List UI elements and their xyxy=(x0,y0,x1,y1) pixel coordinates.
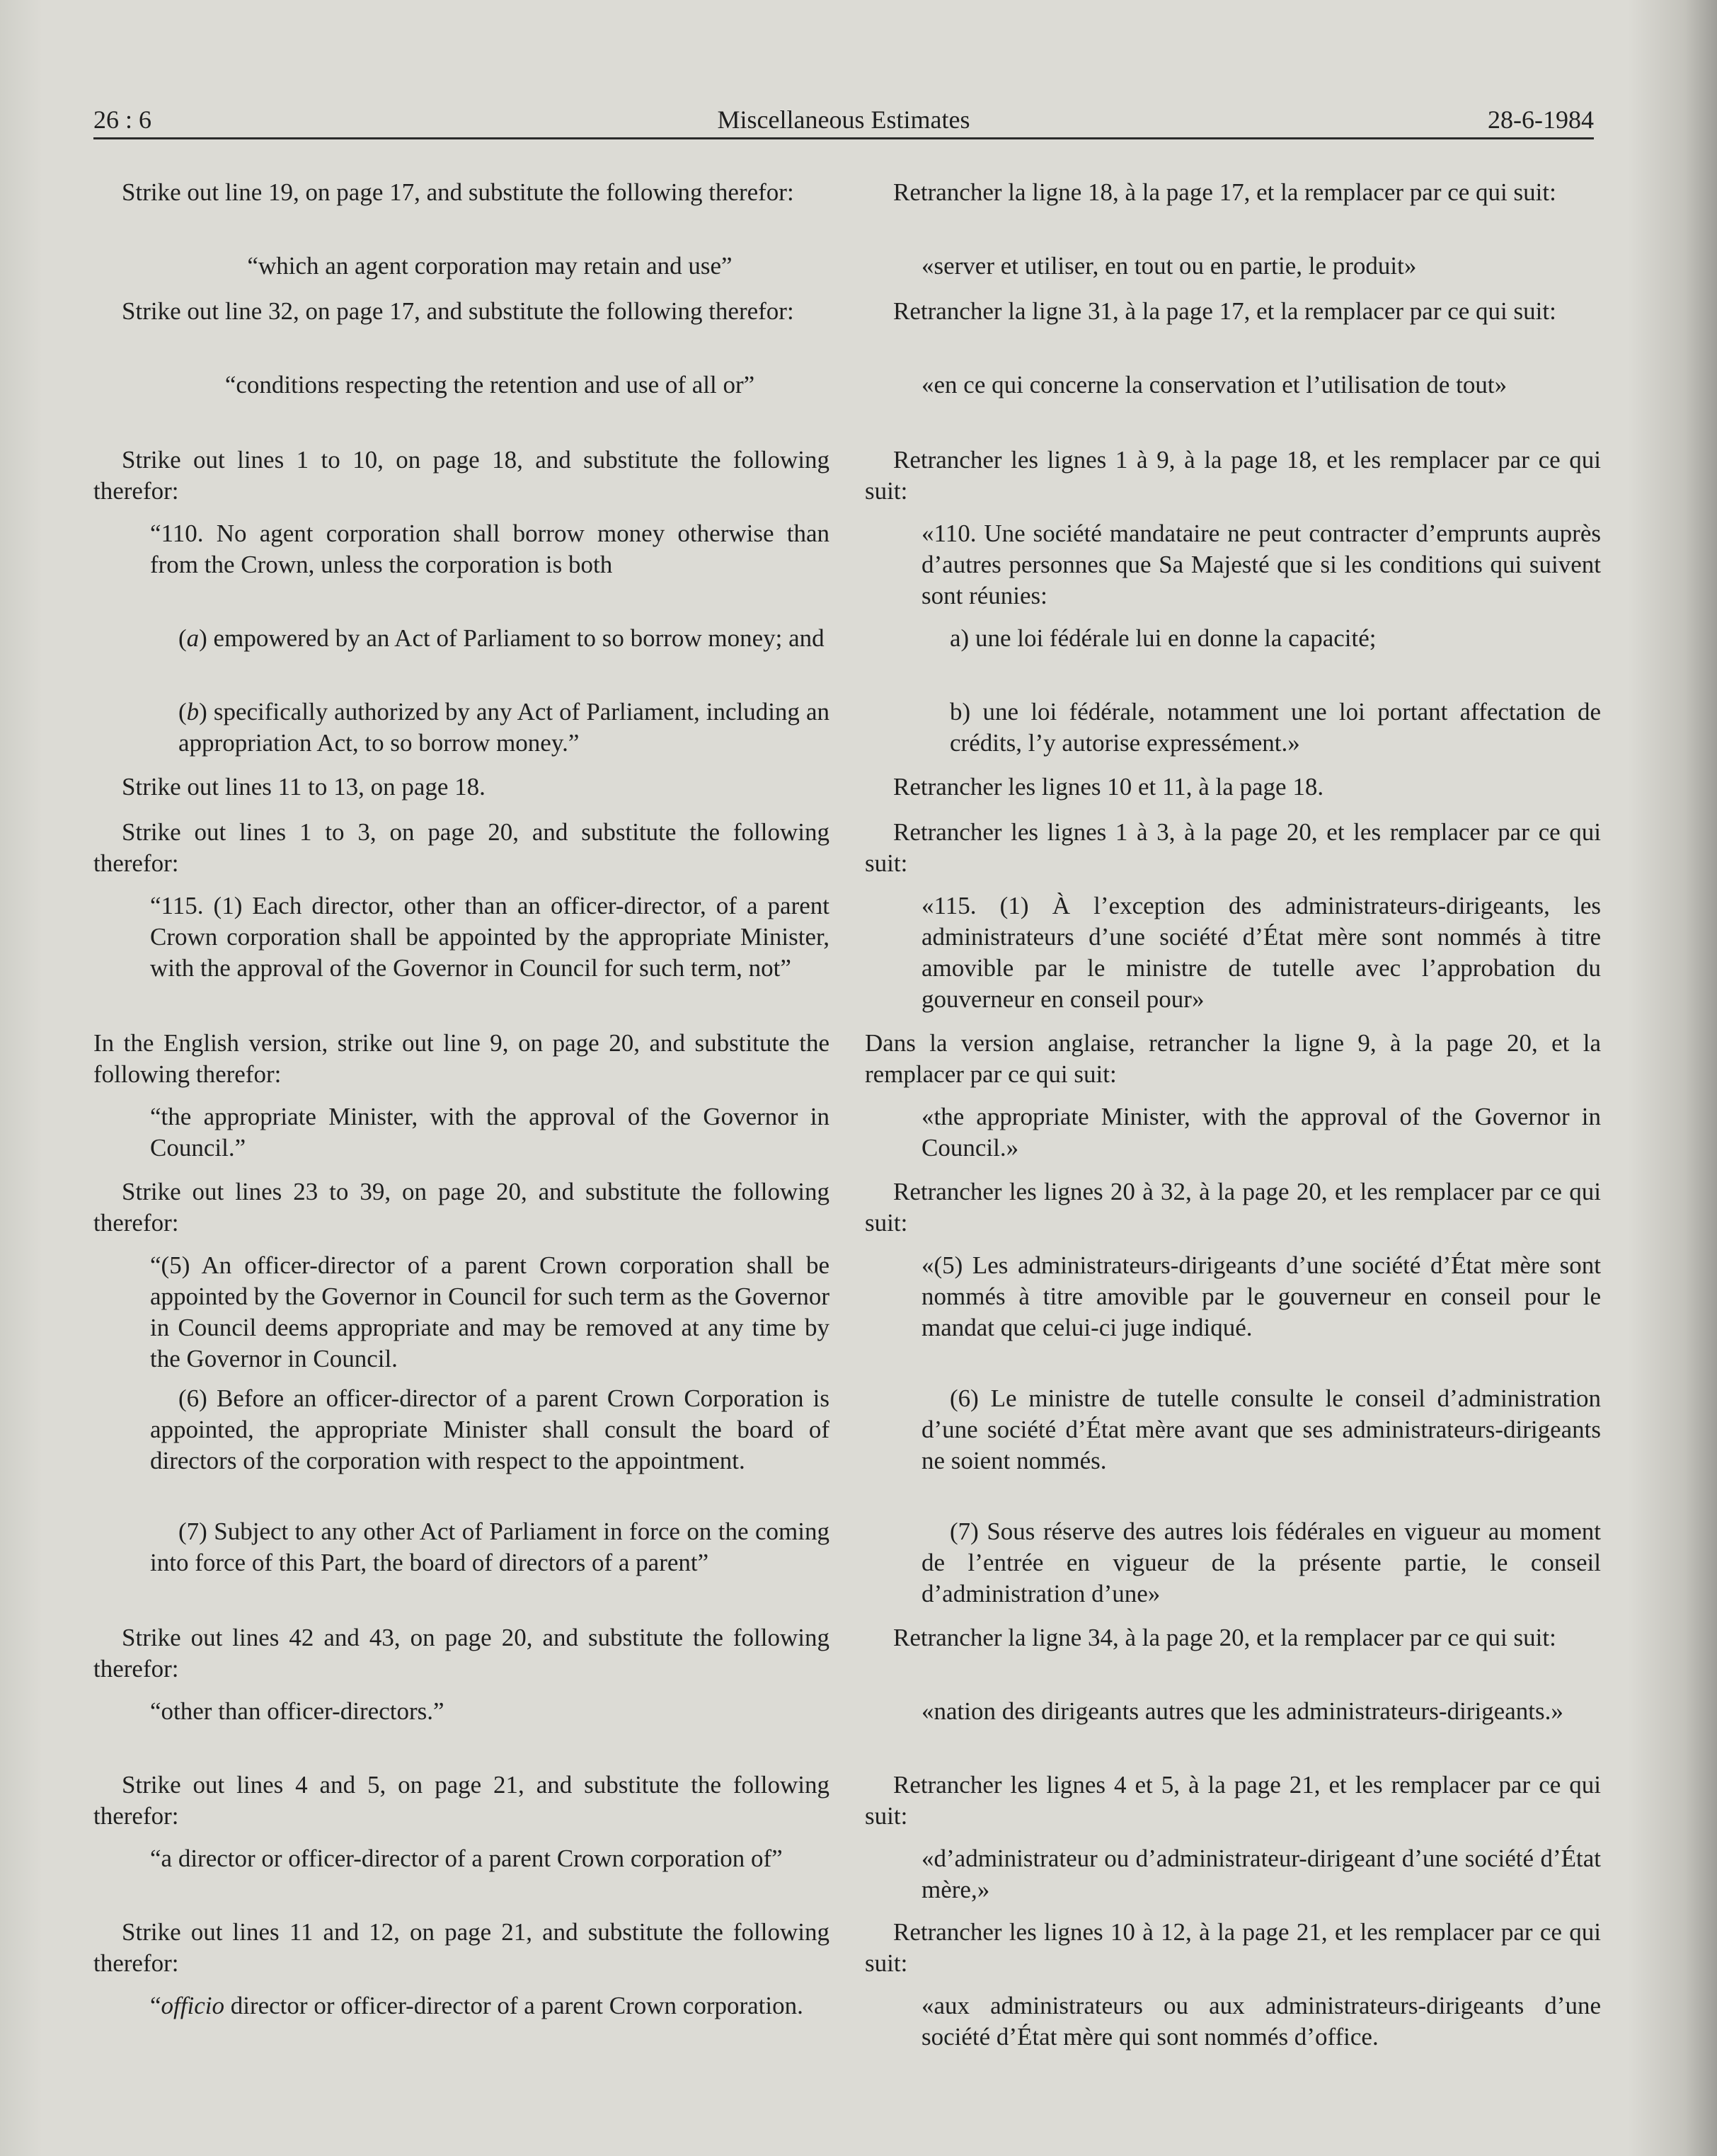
paragraph-label: b xyxy=(186,698,200,726)
amendment-text: (6) Before an officer-director of a parent Crown Corporation is appointed, the appropriate Minister shall consult the board of directors of the corporation with respect to the appointment. xyxy=(150,1384,829,1474)
amendment-text: (7) Subject to any other Act of Parliament in force on the coming into force of this Part, the board of directors of a parent” xyxy=(150,1518,829,1576)
amendment-instruction: Retrancher les lignes 1 à 9, à la page 18, et les remplacer par ce qui suit: xyxy=(865,446,1601,505)
amendment-text: (6) Le ministre de tutelle consulte le conseil d’administration d’une société d’État mère avant que ses administrateurs-dirigeants ne soient nommés. xyxy=(921,1384,1601,1474)
amendment-text: «110. Une société mandataire ne peut contracter d’emprunts auprès d’autres personnes que Sa Majesté que si les conditions qui suivent sont réunies: xyxy=(921,520,1601,609)
amendment-instruction: Strike out lines 11 and 12, on page 21, and substitute the following therefor: xyxy=(93,1918,829,1977)
amendment-text: “other than officer-directors.” xyxy=(150,1697,444,1725)
amendment-instruction: Retrancher les lignes 10 à 12, à la page 21, et les remplacer par ce qui suit: xyxy=(865,1918,1601,1977)
amendment-text: “officio director or officer-director of a parent Crown corporation. xyxy=(150,1992,803,2019)
amendment-instruction: Strike out lines 1 to 3, on page 20, and substitute the following therefor: xyxy=(93,818,829,877)
amendment-instruction: Retrancher les lignes 20 à 32, à la page 20, et les remplacer par ce qui suit: xyxy=(865,1178,1601,1237)
amendment-text: «115. (1) À l’exception des administrateurs-dirigeants, les administrateurs d’une société d’État mère sont nommés à titre amovible par le ministre de tutelle avec l’approbation du gouverneur en conseil pour» xyxy=(921,892,1601,1013)
amendment-text: (7) Sous réserve des autres lois fédérales en vigueur au moment de l’entrée en vigueur de la présente partie, le conseil d’administration d’une» xyxy=(921,1518,1601,1607)
amendment-text: «nation des dirigeants autres que les administrateurs-dirigeants.» xyxy=(921,1697,1563,1725)
amendment-instruction: Retrancher les lignes 1 à 3, à la page 20, et les remplacer par ce qui suit: xyxy=(865,818,1601,877)
amendment-instruction: Retrancher les lignes 10 et 11, à la page 18. xyxy=(893,773,1324,801)
amendment-instruction: Strike out lines 1 to 10, on page 18, and substitute the following therefor: xyxy=(93,446,829,505)
amendment-text: “(5) An officer-director of a parent Crown corporation shall be appointed by the Governor in Council for such term as the Governor in Council deems appropriate and may be removed at any time by the Governor in Council. xyxy=(150,1251,829,1372)
amendment-text: “115. (1) Each director, other than an officer-director, of a parent Crown corporation shall be appointed by the appropriate Minister, with the approval of the Governor in Council for such term, not” xyxy=(150,892,829,982)
amendment-text: “which an agent corporation may retain and use” xyxy=(247,252,733,280)
amendment-text: «the appropriate Minister, with the approval of the Governor in Council.» xyxy=(921,1103,1601,1162)
running-title: Miscellaneous Estimates xyxy=(717,105,970,134)
amendment-instruction: Dans la version anglaise, retrancher la ligne 9, à la page 20, et la remplacer par ce qui suit: xyxy=(865,1029,1601,1088)
page-date: 28-6-1984 xyxy=(1488,105,1594,134)
page-header xyxy=(93,102,1594,139)
amendment-paragraph: a) une loi fédérale lui en donne la capacité; xyxy=(950,624,1377,652)
amendment-text: “the appropriate Minister, with the approval of the Governor in Council.” xyxy=(150,1103,829,1162)
paragraph-label: a xyxy=(186,624,200,652)
amendment-instruction: Retrancher la ligne 34, à la page 20, et la remplacer par ce qui suit: xyxy=(893,1624,1556,1651)
amendment-instruction: Strike out line 19, on page 17, and substitute the following therefor: xyxy=(122,178,794,206)
amendment-paragraph: (a) empowered by an Act of Parliament to so borrow money; and xyxy=(178,624,825,652)
amendment-instruction: Retrancher la ligne 18, à la page 17, et la remplacer par ce qui suit: xyxy=(893,178,1556,206)
amendment-text: «d’administrateur ou d’administrateur-dirigeant d’une société d’État mère,» xyxy=(921,1845,1601,1903)
amendment-text: “a director or officer-director of a parent Crown corporation of” xyxy=(150,1845,783,1872)
amendment-text: «en ce qui concerne la conservation et l’utilisation de tout» xyxy=(921,371,1508,398)
amendment-instruction: Strike out lines 23 to 39, on page 20, and substitute the following therefor: xyxy=(93,1178,829,1237)
amendment-instruction: Strike out lines 4 and 5, on page 21, and substitute the following therefor: xyxy=(93,1771,829,1830)
amendment-paragraph: b) une loi fédérale, notamment une loi portant affectation de crédits, l’y autorise expressément.» xyxy=(950,698,1601,757)
amendment-instruction: Retrancher la ligne 31, à la page 17, et la remplacer par ce qui suit: xyxy=(893,297,1556,325)
amendment-instruction: Strike out line 32, on page 17, and substitute the following therefor: xyxy=(122,297,794,325)
amendment-instruction: Retrancher les lignes 4 et 5, à la page 21, et les remplacer par ce qui suit: xyxy=(865,1771,1601,1830)
amendment-paragraph: (b) specifically authorized by any Act of Parliament, including an appropriation Act, to so borrow money.” xyxy=(178,698,829,757)
amendment-instruction: In the English version, strike out line 9, on page 20, and substitute the following therefor: xyxy=(93,1029,829,1088)
amendment-text: «aux administrateurs ou aux administrateurs-dirigeants d’une société d’État mère qui sont nommés d’office. xyxy=(921,1992,1601,2051)
amendment-instruction: Strike out lines 42 and 43, on page 20, and substitute the following therefor: xyxy=(93,1624,829,1682)
amendment-text: «(5) Les administrateurs-dirigeants d’une société d’État mère sont nommés à titre amovible par le gouverneur en conseil pour le mandat que celui-ci juge indiqué. xyxy=(921,1251,1601,1341)
page-number: 26 : 6 xyxy=(93,105,152,134)
amendment-text: “110. No agent corporation shall borrow money otherwise than from the Crown, unless the corporation is both xyxy=(150,520,829,578)
latin-term: officio xyxy=(161,1992,224,2019)
amendment-instruction: Strike out lines 11 to 13, on page 18. xyxy=(122,773,486,801)
amendment-text: «server et utiliser, en tout ou en partie, le produit» xyxy=(921,252,1417,280)
amendment-text: “conditions respecting the retention and use of all or” xyxy=(224,371,755,398)
